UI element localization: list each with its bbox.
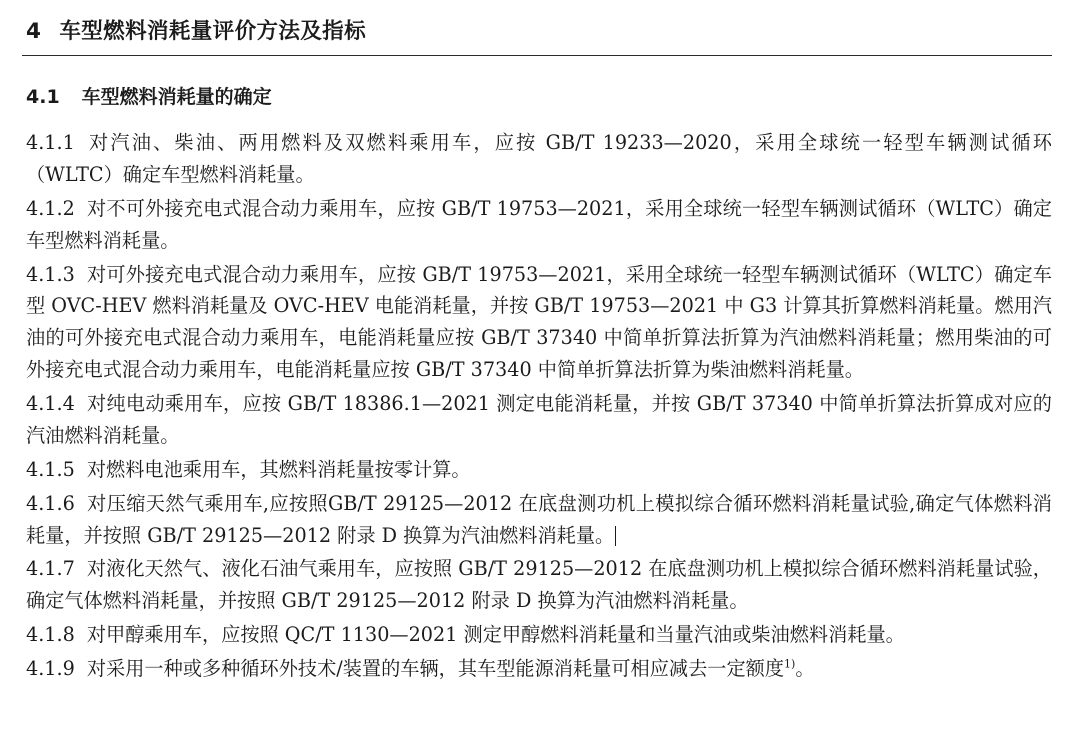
- clause-item: [22, 488, 1052, 552]
- clause-item: [22, 127, 1052, 191]
- clause-text: 对纯电动乘用车，应按 GB/T 18386.1—2021 测定电能消耗量，并按 GB/T 37340 中简单折算法折算成对应的汽油燃料消耗量。: [26, 392, 1052, 447]
- chapter-heading: [22, 14, 1052, 45]
- section-title: 车型燃料消耗量的确定: [81, 86, 272, 108]
- section-number: 4.1: [26, 86, 60, 108]
- clause-text: 对甲醇乘用车，应按照 QC/T 1130—2021 测定甲醇燃料消耗量和当量汽油或柴油燃料消耗量。: [86, 623, 905, 647]
- clause-number: 4.1.2: [26, 196, 75, 220]
- clause-number: 4.1.6: [26, 491, 75, 515]
- clause-number: 4.1.7: [26, 557, 75, 581]
- clause-item: [22, 259, 1052, 387]
- clause-text: 对汽油、柴油、两用燃料及双燃料乘用车，应按 GB/T 19233—2020，采用全球统一轻型车辆测试循环（WLTC）确定车型燃料消耗量。: [26, 131, 1052, 186]
- clause-number: 4.1.8: [26, 623, 75, 647]
- clause-text: 对液化天然气、液化石油气乘用车，应按照 GB/T 29125—2012 在底盘测功机上模拟综合循环燃料消耗量试验，确定气体燃料消耗量，并按照 GB/T 29125—2012 附录 D 换算为汽油燃料消耗量。: [26, 557, 1052, 613]
- chapter-number: 4: [26, 19, 42, 44]
- clause-number: 4.1.5: [26, 457, 75, 481]
- clause-item: [22, 454, 1052, 486]
- clause-item: [22, 619, 1052, 651]
- text-cursor: [615, 526, 616, 546]
- chapter-title: 车型燃料消耗量评价方法及指标: [59, 19, 366, 44]
- clause-number: 4.1.9: [26, 657, 75, 680]
- clause-item: [22, 388, 1052, 452]
- heading-divider: [22, 55, 1052, 56]
- clause-number: 4.1.3: [26, 262, 75, 286]
- clause-item: [22, 553, 1052, 617]
- clause-text: 对燃料电池乘用车，其燃料消耗量按零计算。: [86, 457, 471, 481]
- clause-text: 对不可外接充电式混合动力乘用车，应按 GB/T 19753—2021，采用全球统一轻型车辆测试循环（WLTC）确定车型燃料消耗量。: [26, 196, 1052, 252]
- clause-number: 4.1.1: [26, 131, 75, 154]
- clause-text: 对可外接充电式混合动力乘用车，应按 GB/T 19753—2021，采用全球统一轻型车辆测试循环（WLTC）确定车型 OVC-HEV 燃料消耗量及 OVC-HEV 电能消耗量，并按 GB/T 19753—2021 中 G3 计算其折算燃料消耗量。燃用汽油的可外接充电式混合动力乘用车，电能消耗量应按 GB/T 37340 中简单折算法折算为汽油燃料消耗量；燃用柴油的可外接充电式混合动力乘用车，电能消耗量应按 GB/T 37340 中简单折算法折算为柴油燃料消耗量。: [26, 262, 1052, 382]
- clause-item: [22, 193, 1052, 257]
- clause-item: [22, 653, 1052, 685]
- clause-number: 4.1.4: [26, 392, 75, 415]
- clause-text-tail: 。: [795, 657, 815, 680]
- clause-text: 对采用一种或多种循环外技术/装置的车辆，其车型能源消耗量可相应减去一定额度: [86, 657, 785, 680]
- clause-list: [22, 127, 1052, 685]
- section-heading: [22, 82, 1052, 109]
- footnote-marker: 1): [784, 657, 796, 671]
- clause-text: 对压缩天然气乘用车,应按照GB/T 29125—2012 在底盘测功机上模拟综合循环燃料消耗量试验,确定气体燃料消耗量，并按照 GB/T 29125—2012 附录 D 换算为汽油燃料消耗量。: [26, 491, 1052, 547]
